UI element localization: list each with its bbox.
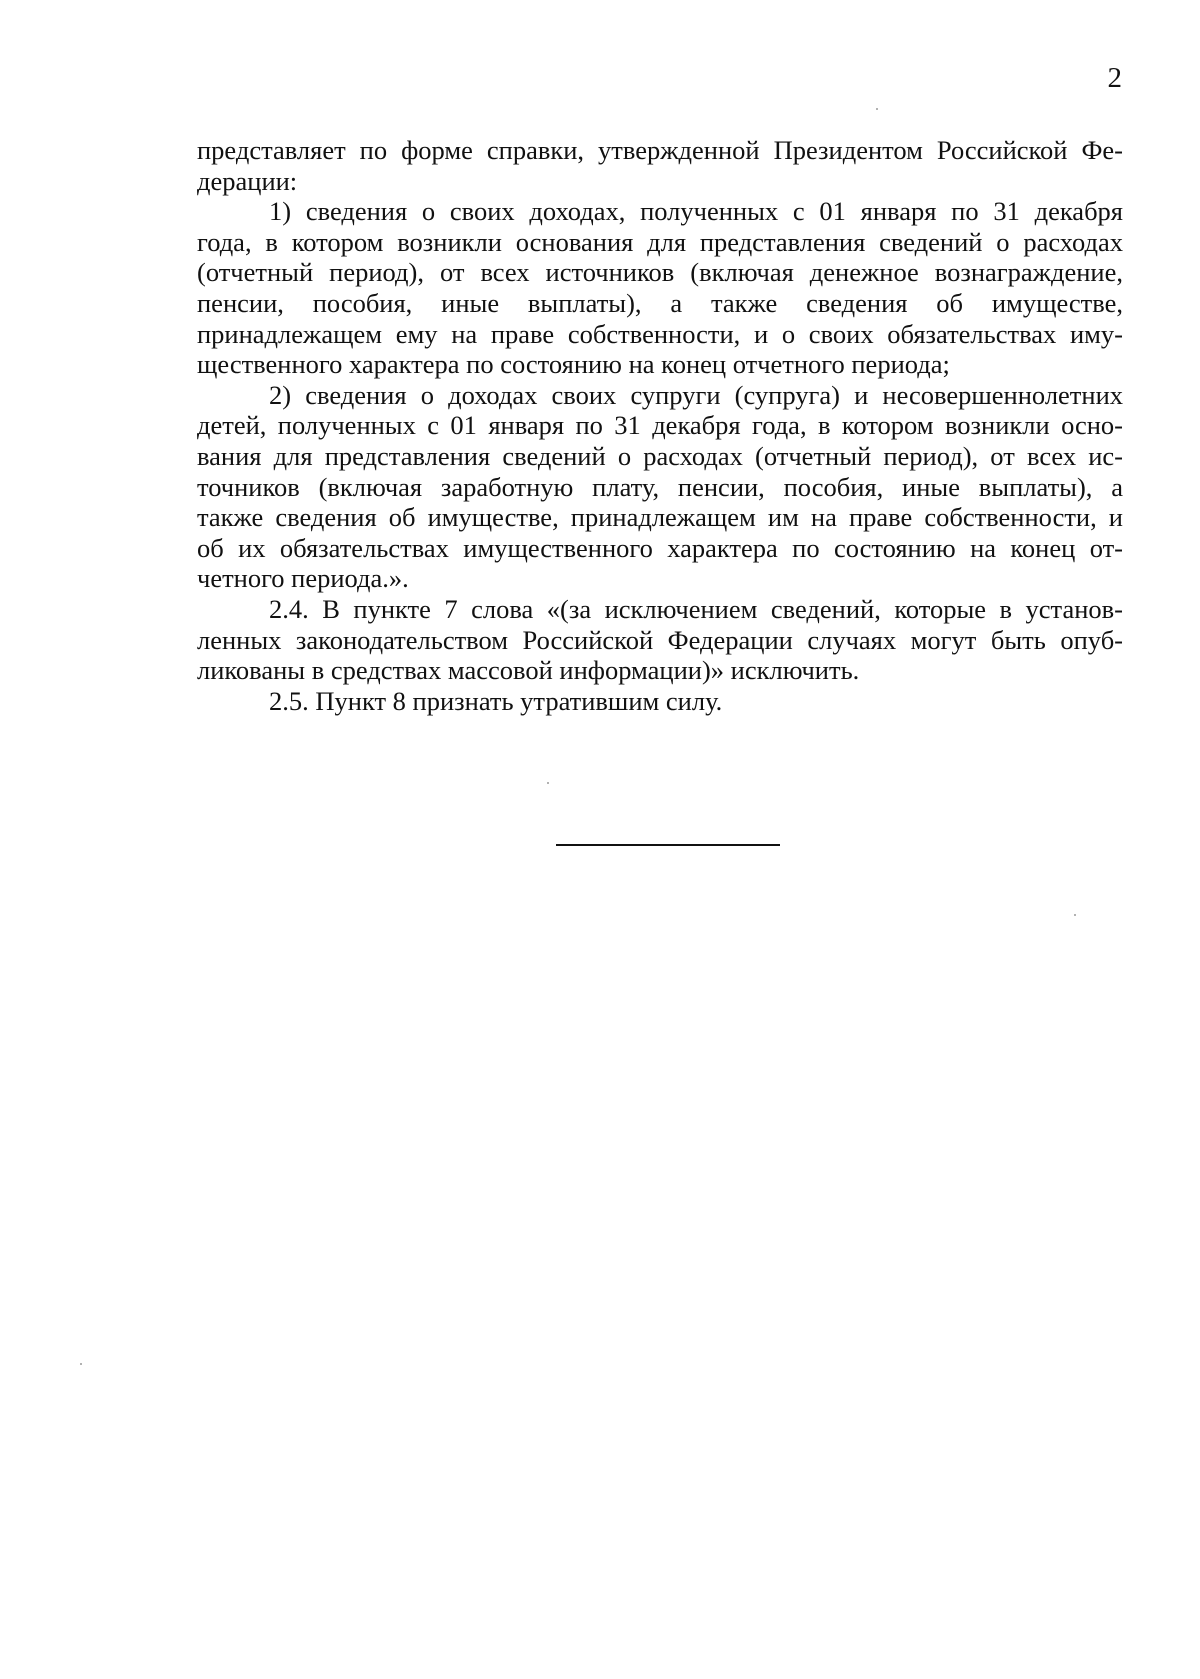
text-line: ликованы в средствах массовой информации)» исключить. (197, 655, 860, 686)
text-line: года, в котором возникли основания для представления сведений о расходах (197, 226, 1123, 257)
text-line: об их обязательствах имущественного характера по состоянию на конец от- (197, 532, 1123, 563)
text-line: детей, полученных с 01 января по 31 декабря года, в котором возникли осно- (197, 410, 1123, 441)
text-line: принадлежащем ему на праве собственности, и о своих обязательствах иму- (197, 318, 1123, 349)
text-line: дерации: (197, 165, 298, 196)
text-line: 1) сведения о своих доходах, полученных с 01 января по 31 декабря (269, 196, 1123, 227)
scan-speck (547, 782, 549, 784)
text-line: вания для представления сведений о расходах (отчетный период), от всех ис- (197, 440, 1123, 471)
closing-rule (556, 844, 780, 846)
document-body (197, 135, 1123, 716)
text-line: ленных законодательством Российской Федерации случаях могут быть опуб- (197, 624, 1123, 655)
text-line: 2.5. Пункт 8 признать утратившим силу. (269, 685, 723, 716)
text-line: представляет по форме справки, утвержденной Президентом Российской Фе- (197, 135, 1123, 165)
scan-speck (80, 1363, 82, 1365)
page-number: 2 (1107, 62, 1122, 94)
text-line: точников (включая заработную плату, пенсии, пособия, иные выплаты), а (197, 471, 1123, 502)
scan-speck (876, 108, 878, 110)
scan-speck (1074, 914, 1076, 916)
text-line: 2.4. В пункте 7 слова «(за исключением сведений, которые в установ- (269, 593, 1123, 624)
text-line: пенсии, пособия, иные выплаты), а также сведения об имуществе, (197, 287, 1123, 318)
text-line: (отчетный период), от всех источников (включая денежное вознаграждение, (197, 257, 1123, 288)
text-line: также сведения об имуществе, принадлежащем им на праве собственности, и (197, 502, 1123, 533)
text-line: четного периода.». (197, 563, 409, 594)
text-line: щественного характера по состоянию на конец отчетного периода; (197, 349, 950, 380)
text-line: 2) сведения о доходах своих супруги (супруга) и несовершеннолетних (269, 379, 1123, 410)
